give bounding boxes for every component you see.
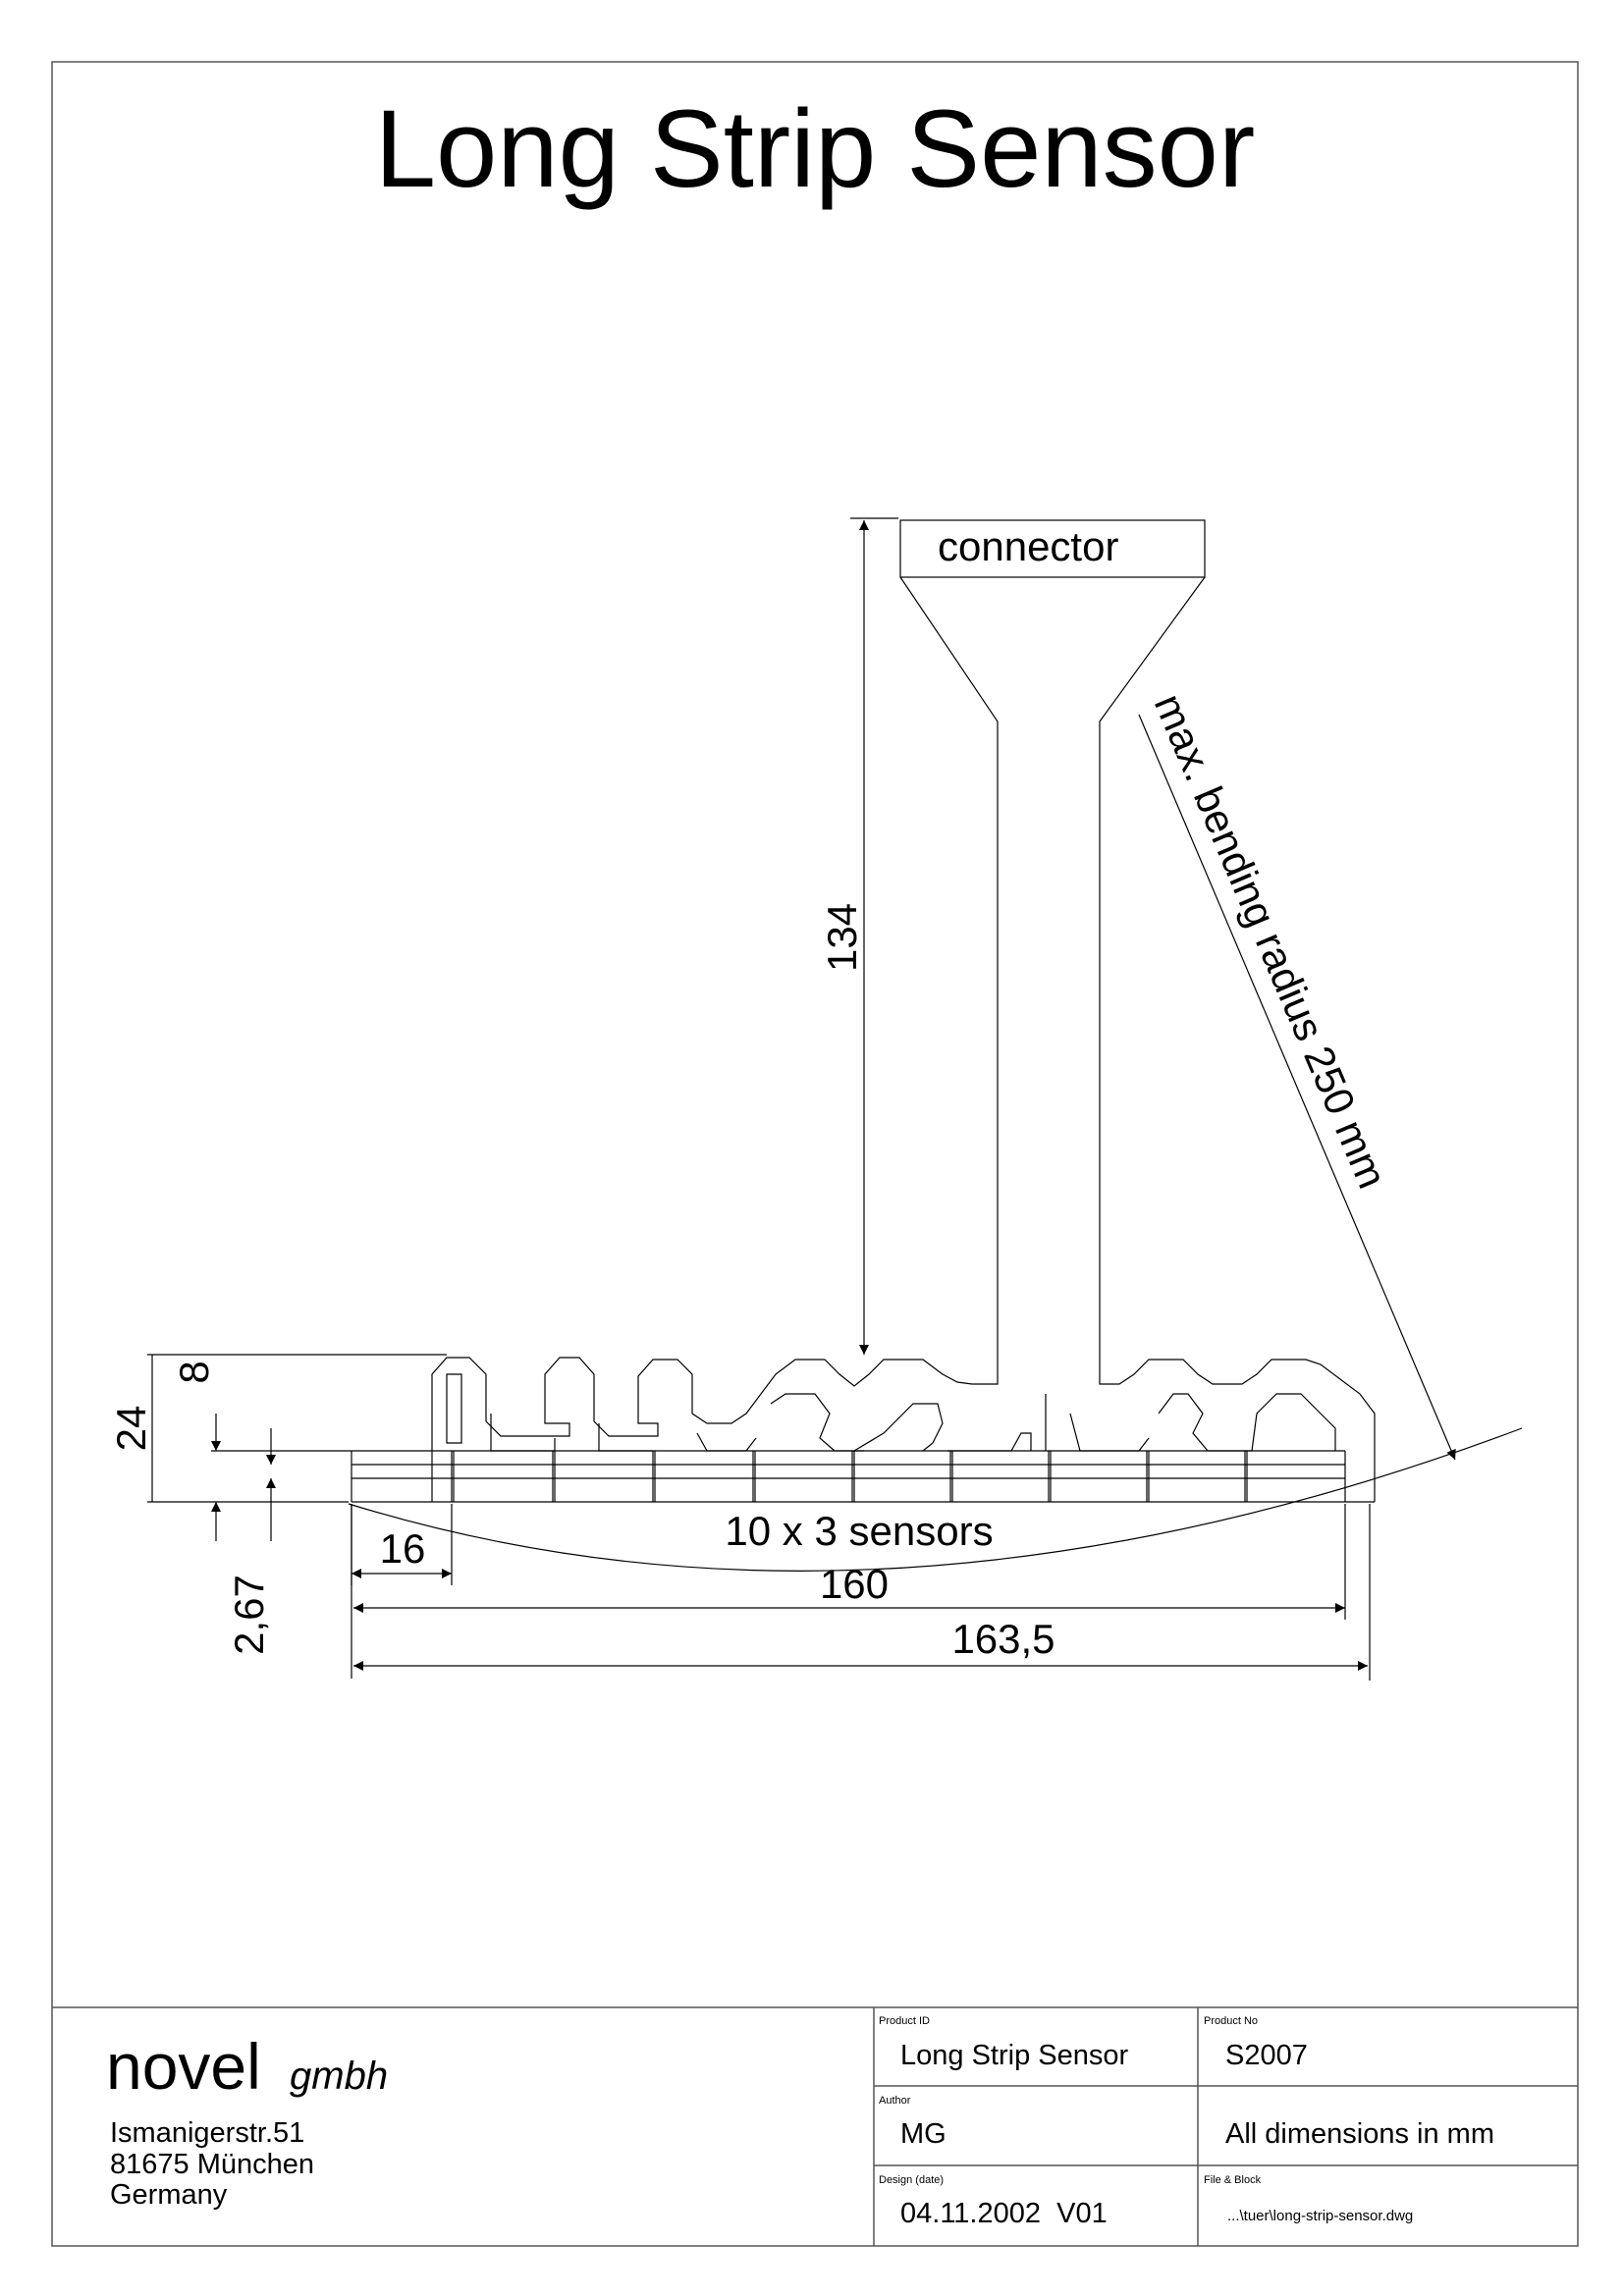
title-block (52, 2007, 1578, 2246)
dimension-value: 160 (819, 1561, 890, 1607)
strip-outline (432, 1358, 998, 1502)
dimension-connector-offset (171, 1361, 352, 1541)
strip-cutout (1159, 1394, 1335, 1451)
dimension-value: 8 (171, 1361, 217, 1384)
design-date-value: 04.11.2002 V01 (900, 2198, 1108, 2229)
strip-cutout (447, 1374, 461, 1443)
bending-radius-line (1139, 715, 1455, 1460)
dimension-value: 24 (108, 1405, 154, 1452)
dimension-value: 163,5 (951, 1616, 1055, 1662)
drawing-title: Long Strip Sensor (374, 87, 1256, 210)
connector (900, 520, 1205, 1374)
dimension-value: 134 (819, 902, 865, 973)
file-value: ...\tuer\long-strip-sensor.dwg (1227, 2208, 1414, 2224)
strip-cutout (1046, 1394, 1149, 1451)
connector-left-flank (900, 577, 998, 1374)
author-value: MG (900, 2118, 947, 2150)
strip-cutout (947, 1433, 1031, 1451)
strip-outline-right (1100, 1360, 1375, 1502)
dimension-sensor-pitch (352, 1504, 452, 1585)
product-id-label: Product ID (879, 2015, 930, 2027)
author-label: Author (879, 2095, 911, 2107)
dimension-value: 2,67 (226, 1575, 272, 1655)
connector-label: connector (938, 523, 1119, 569)
dimension-connector-length (819, 518, 898, 1355)
company-country: Germany (110, 2179, 228, 2211)
dimension-strip-height (108, 1355, 447, 1502)
design-date-label: Design (date) (879, 2174, 945, 2186)
product-no-label: Product No (1204, 2015, 1259, 2027)
company-city: 81675 München (110, 2149, 314, 2180)
file-label: File & Block (1204, 2174, 1262, 2186)
dimension-sensor-height (226, 1428, 272, 1655)
units-note: All dimensions in mm (1225, 2118, 1494, 2150)
strip-cutout (599, 1423, 653, 1451)
bending-radius-label: max. bending radius 250 mm (1145, 687, 1396, 1196)
sensor-label: 10 x 3 sensors (725, 1508, 994, 1554)
strip-cutout (697, 1433, 756, 1451)
company-name: novel (106, 2030, 261, 2103)
strip-cutout (771, 1394, 864, 1451)
company-street: Ismanigerstr.51 (110, 2117, 305, 2149)
product-no-value: S2007 (1225, 2040, 1308, 2071)
product-id-value: Long Strip Sensor (900, 2040, 1129, 2071)
company-suffix: gmbh (290, 2055, 389, 2098)
sensor-separators (352, 1451, 1345, 1502)
dimension-value: 16 (379, 1525, 426, 1572)
strip-body (352, 1358, 1375, 1502)
strip-cutout (854, 1404, 943, 1451)
